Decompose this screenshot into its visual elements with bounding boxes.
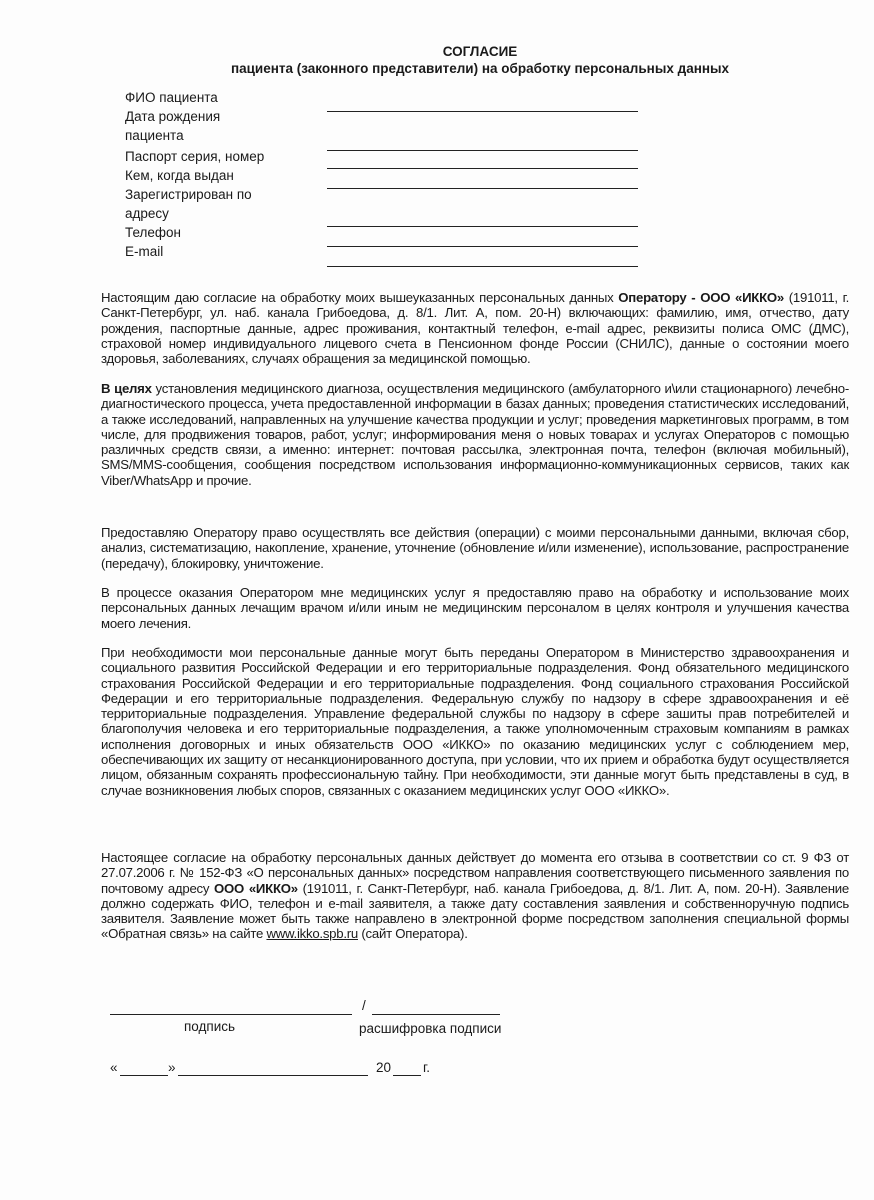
paragraph-consent: Настоящим даю согласие на обработку моих вышеуказанных персональных данных Оператору - ООО «ИККО» (191011, г. Санкт-Петербург, ул. наб. канала Грибоедова, д. 8/1. Лит. А, пом. 20-Н) включающих: фамилию, имя, отчество, дату рождения, паспортные данные, адрес проживания, контактный телефон, e-mail адрес, реквизиты полиса ОМС (ДМС), страховой номер индивидуального лицевого счета в Пенсионном фонде России (СНИЛС), данные о состоянии моего здоровья, заболеваниях, случаях обращения за медицинской помощью. (101, 290, 849, 367)
month-line[interactable] (178, 1075, 368, 1076)
field-label-phone: Телефон (125, 225, 182, 240)
signature-decode-label: расшифровка подписи (359, 1021, 502, 1036)
year-suffix: г. (423, 1060, 431, 1075)
year-line[interactable] (393, 1075, 421, 1076)
paragraph-transfer: При необходимости мои персональные данные могут быть переданы Оператором в Министерство здравоохранения и социального развития Российской Федерации и его территориальные подразделения. Фонд обязательного медицинского страхования Российской Федерации и его территориальные подразделения. Фонд социального страхования Российской Федерации и его территориальные подразделения. Федеральную службу по надзору в сфере здравоохранения и её территориальные подразделения. Управление федеральной службы по надзору в сфере зашиты прав потребителей и благополучия человека и его территориальные подразделения, а также уполномоченным страховым компаниям в рамках исполнения договорных и иных обязательств ООО «ИККО» по оказанию медицинских услуг с соблюдением мер, обеспечивающих их защиту от несанкционированного доступа, при условии, что их прием и обработка будут осуществляется лицом, обязанным сохранять профессиональную тайну. При необходимости, эти данные могут быть представлены в суд, в случае возникновения любых споров, связанных с оказанием медицинских услуг ООО «ИККО». (101, 645, 849, 798)
day-line[interactable] (120, 1075, 168, 1076)
field-label-passport: Паспорт серия, номер (125, 149, 265, 164)
address-line[interactable] (327, 226, 638, 227)
field-label-name: ФИО пациента (125, 90, 218, 105)
issued-line[interactable] (327, 188, 638, 189)
date-quote-open: « (110, 1060, 118, 1075)
dob-line[interactable] (327, 150, 638, 151)
year-prefix: 20 (376, 1060, 392, 1075)
slash: / (362, 998, 366, 1013)
signature-line[interactable] (110, 1014, 352, 1015)
field-label-issued: Кем, когда выдан (125, 168, 234, 183)
paragraph-validity: Настоящее согласие на обработку персональных данных действует до момента его отзыва в соответствии со ст. 9 ФЗ от 27.07.2006 г. № 152-ФЗ «О персональных данных» посредством направления соответствующего письменного заявления по почтовому адресу ООО «ИККО» (191011, г. Санкт-Петербург, наб. канала Грибоедова, д. 8/1. Лит. А, пом. 20-Н). Заявление должно содержать ФИО, телефон и e-mail заявителя, а также дату составления заявления и собственноручную подпись заявителя. Заявление может быть также направлено в электронной форме посредством заполнения специальной формы «Обратная связь» на сайте www.ikko.spb.ru (сайт Оператора). (101, 850, 849, 942)
paragraph-rights: Предоставляю Оператору право осуществлять все действия (операции) с моими персональными данными, включая сбор, анализ, систематизацию, накопление, хранение, уточнение (обновление и/или изменение), использование, распространение (передачу), блокировку, уничтожение. (101, 525, 849, 571)
phone-line[interactable] (327, 246, 638, 247)
field-label-dob: Дата рождения (125, 109, 221, 124)
paragraph-purposes: В целях установления медицинского диагноза, осуществления медицинского (амбулаторного и\или стационарного) лечебно-диагностического процесса, учета предоставленной информации в базах данных; проведения статистических исследований, а также исследований, направленных на улучшение качества продукции и услуг; проведения маркетинговых программ, в том числе, для продвижения товаров, работ, услуг; информирования меня о новых товарах и услугах Операторов с помощью различных средств связи, а именно: интернет: почтовая рассылка, электронная почта, телефон (включая мобильный), SMS/MMS-сообщения, сообщения посредством использования информационно-коммуникационных сервисов, таких как Viber/WhatsApp и прочие. (101, 381, 849, 488)
signature-label: подпись (184, 1019, 236, 1034)
passport-line[interactable] (327, 168, 638, 169)
field-label-dob-2: пациента (125, 128, 184, 143)
signature-decode-line[interactable] (372, 1014, 500, 1015)
field-label-email: E-mail (125, 244, 164, 259)
paragraph-processing: В процессе оказания Оператором мне медицинских услуг я предоставляю право на обработку и использование моих персональных данных лечащим врачом и/или иным не медицинским персоналом в целях контроля и улучшения качества моего лечения. (101, 585, 849, 631)
document-subtitle: пациента (законного представители) на обработку персональных данных (230, 61, 730, 76)
field-label-address: Зарегистрирован по (125, 187, 252, 202)
document-title: СОГЛАСИЕ (442, 44, 518, 59)
field-label-address-2: адресу (125, 206, 169, 221)
operator-website-link[interactable]: www.ikko.spb.ru (266, 926, 358, 942)
email-line[interactable] (327, 266, 638, 267)
name-line[interactable] (327, 111, 638, 112)
date-quote-close: » (168, 1060, 176, 1075)
